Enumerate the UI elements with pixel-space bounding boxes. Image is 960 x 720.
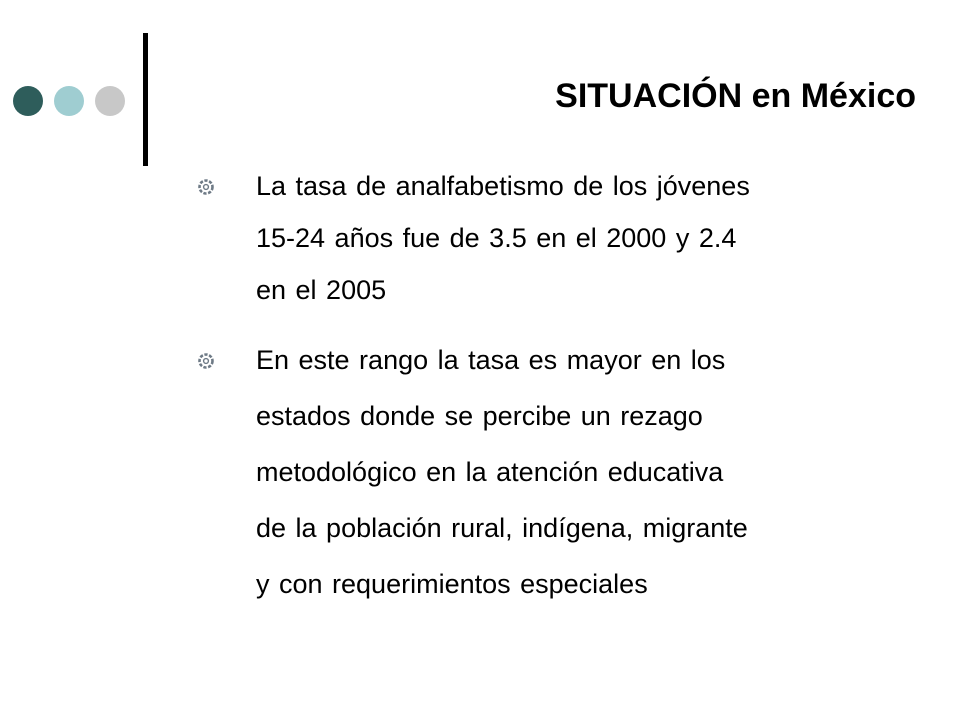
slide-title: SITUACIÓN en México xyxy=(555,77,916,115)
title-divider-line xyxy=(143,33,148,166)
bullet-2-line-4: de la población rural, indígena, migrante xyxy=(256,513,748,543)
bullet-1-line-3: en el 2005 xyxy=(256,275,387,305)
decor-dot-light-blue xyxy=(54,86,84,116)
bullet-2-line-5: y con requerimientos especiales xyxy=(256,569,648,599)
bullet-1-line-2: 15-24 años fue de 3.5 en el 2000 y 2.4 xyxy=(256,223,737,253)
bullet-1-line-1: La tasa de analfabetismo de los jóvenes xyxy=(256,171,750,201)
decor-dot-gray xyxy=(95,86,125,116)
gear-bullet-icon xyxy=(196,177,216,197)
bullet-2-line-3: metodológico en la atención educativa xyxy=(256,457,724,487)
bullet-2-line-1: En este rango la tasa es mayor en los xyxy=(256,345,726,375)
gear-bullet-icon xyxy=(196,351,216,371)
decor-dot-dark xyxy=(13,86,43,116)
bullet-2-line-2: estados donde se percibe un rezago xyxy=(256,401,703,431)
